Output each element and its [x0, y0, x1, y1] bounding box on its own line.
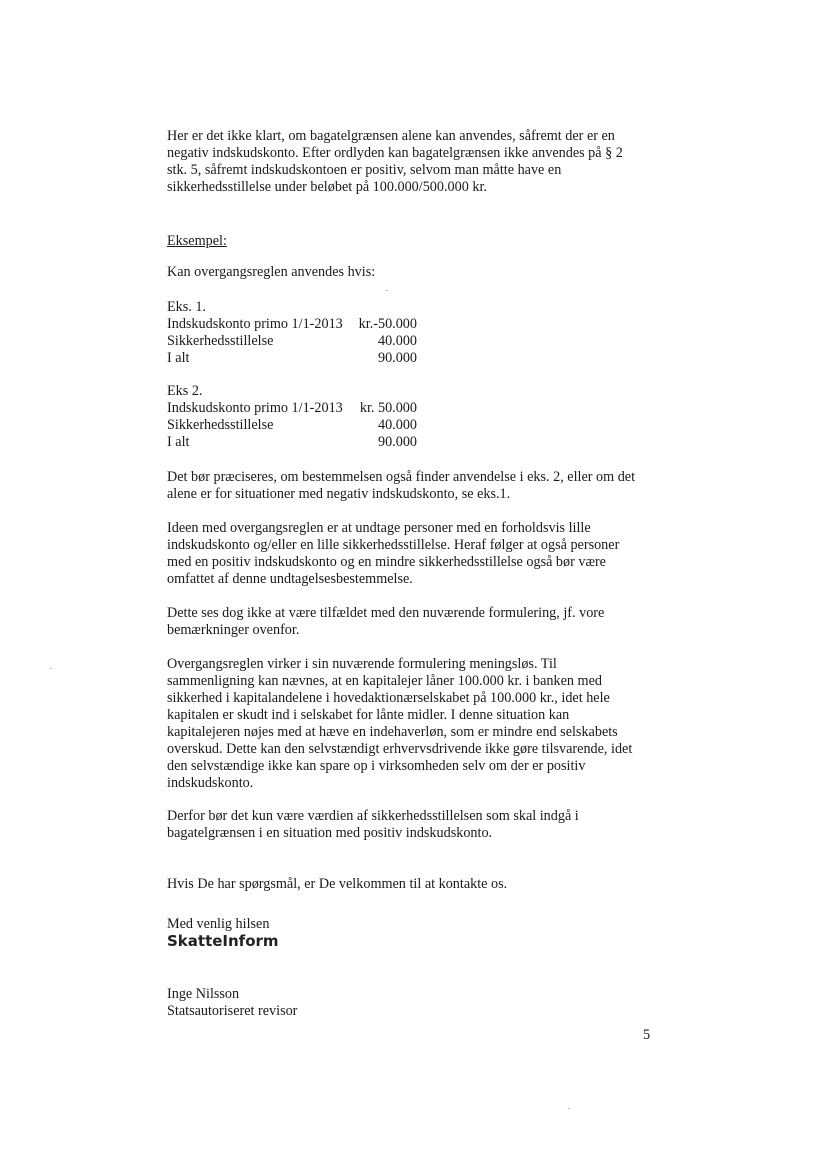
text-line: alene er for situationer med negativ indskudskonto, se eks.1. — [167, 486, 511, 502]
case-paragraph — [167, 605, 657, 639]
text-line: negativ indskudskonto. Efter ordlyden kan bagatelgrænsen ikke anvendes på § 2 — [167, 145, 623, 161]
example-row-label: Sikkerhedsstillelse — [167, 417, 274, 433]
example-row-value: 90.000 — [377, 350, 417, 366]
example-heading: Eksempel: — [167, 233, 227, 249]
text-line: overskud. Dette kan den selvstændigt erhvervsdrivende ikke gøre tilsvarende, idet — [167, 741, 633, 757]
text-line: indskudskonto og/eller en lille sikkerhedsstillelse. Heraf følger at også personer — [167, 537, 620, 553]
text-line: den selvstændige ikke kan spare op i virksomheden selv om der er positiv — [167, 758, 586, 774]
example-question: Kan overgangsreglen anvendes hvis: — [167, 264, 376, 280]
therefore-paragraph — [167, 808, 657, 842]
example-row-value: 40.000 — [377, 417, 417, 433]
greeting: Med venlig hilsen — [167, 916, 270, 932]
example-row-value: 90.000 — [377, 434, 417, 450]
text-line: omfattet af denne undtagelsesbestemmelse. — [167, 571, 413, 587]
example-row-value: kr. 50.000 — [359, 400, 417, 416]
text-line: indskudskonto. — [167, 775, 254, 791]
page-number: 5 — [643, 1027, 651, 1043]
text-line: Her er det ikke klart, om bagatelgrænsen alene kan anvendes, såfremt der er en — [167, 128, 615, 144]
meaningless-paragraph — [167, 656, 657, 792]
scan-speck — [568, 1108, 570, 1109]
example-2 — [167, 383, 417, 451]
text-line: sammenligning kan nævnes, at en kapitalejer låner 100.000 kr. i banken med — [167, 673, 602, 689]
example-title: Eks 2. — [167, 383, 203, 399]
scan-speck — [50, 668, 52, 669]
precise-paragraph — [167, 469, 657, 503]
text-line: bemærkninger ovenfor. — [167, 622, 300, 638]
example-row-label: I alt — [167, 350, 190, 366]
example-row-value: 40.000 — [377, 333, 417, 349]
example-row-label: Sikkerhedsstillelse — [167, 333, 274, 349]
text-line: stk. 5, såfremt indskudskontoen er positiv, selvom man måtte have en — [167, 162, 562, 178]
example-row-label: I alt — [167, 434, 190, 450]
example-title: Eks. 1. — [167, 299, 207, 315]
example-row-label: Indskudskonto primo 1/1-2013 — [167, 316, 343, 332]
idea-paragraph — [167, 520, 657, 588]
text-line: Ideen med overgangsreglen er at undtage personer med en forholdsvis lille — [167, 520, 591, 536]
text-line: kapitalejeren nøjes med at hæve en indehaverløn, som er mindre end selskabets — [167, 724, 618, 740]
signer-title: Statsautoriseret revisor — [167, 1003, 298, 1019]
text-line: kapitalen er skudt ind i selskabet for lånte midler. I denne situation kan — [167, 707, 570, 723]
text-line: med en positiv indskudskonto og en mindre sikkerhedsstillelse også bør være — [167, 554, 606, 570]
text-line: Overgangsreglen virker i sin nuværende formulering meningsløs. Til — [167, 656, 557, 672]
text-line: Derfor bør det kun være værdien af sikkerhedsstillelsen som skal indgå i — [167, 808, 579, 824]
text-line: Det bør præciseres, om bestemmelsen også finder anvendelse i eks. 2, eller om det — [167, 469, 636, 485]
scan-speck — [386, 290, 388, 291]
example-1 — [167, 299, 417, 367]
signer-name: Inge Nilsson — [167, 986, 240, 1002]
company-logo: SkatteInform — [167, 932, 279, 950]
example-row-label: Indskudskonto primo 1/1-2013 — [167, 400, 343, 416]
text-line: sikkerhed i kapitalandelene i hovedaktionærselskabet på 100.000 kr., idet hele — [167, 690, 610, 706]
closing-question: Hvis De har spørgsmål, er De velkommen til at kontakte os. — [167, 876, 508, 892]
text-line: Dette ses dog ikke at være tilfældet med den nuværende formulering, jf. vore — [167, 605, 605, 621]
intro-paragraph — [167, 128, 657, 196]
text-line: sikkerhedsstillelse under beløbet på 100.000/500.000 kr. — [167, 179, 487, 195]
example-row-value: kr.-50.000 — [358, 316, 417, 332]
text-line: bagatelgrænsen i en situation med positiv indskudskonto. — [167, 825, 493, 841]
